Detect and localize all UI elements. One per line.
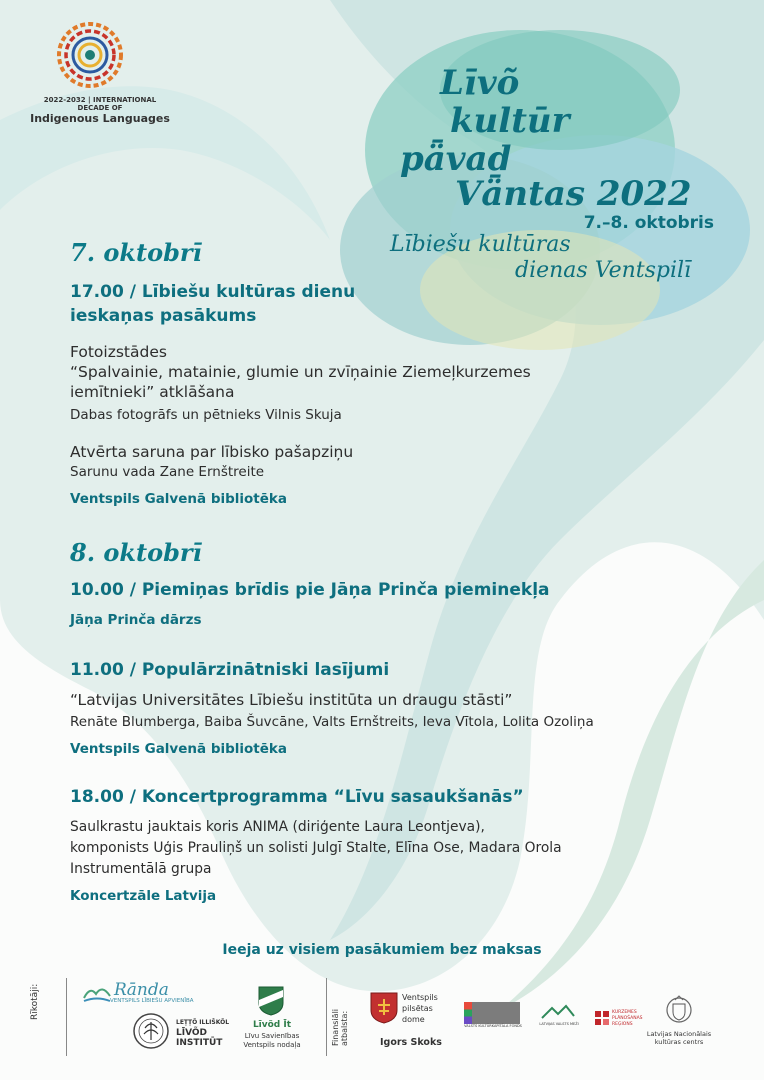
kpr-line2: PLĀNOŠANAS [612, 1016, 643, 1021]
day1-item1-line2: “Spalvainie, matainie, glumie un zvīņainie Ziemeļkurzemes [70, 363, 531, 381]
institut-line3: INSTITŪT [176, 1038, 223, 1048]
day1-heading: 7. oktobrī [70, 238, 202, 267]
festival-title-line2: kultūr [450, 101, 570, 141]
livu-line2: Ventspils nodaļa [243, 1041, 301, 1049]
lnkc-label [645, 1030, 713, 1046]
festival-title-line3: pǟvad [400, 139, 512, 179]
day2-event1-title-text: Piemiņas brīdis pie Jāņa Prinča pieminekļa [141, 580, 550, 600]
day2-event3-line2: komponists Uģis Prauliņš un solisti Julgī Stalte, Elīna Ose, Madara Orola [70, 840, 562, 856]
institut-label [176, 1018, 229, 1048]
livu-line1: Līvu Savienības [244, 1032, 300, 1040]
day1-event1-title [70, 280, 400, 328]
kpr-logo-icon [594, 1010, 610, 1026]
decade-label [30, 96, 170, 125]
festival-title-line4: Vǟntas 2022 [455, 174, 692, 214]
festival-subtitle-line2: dienas Ventspilī [515, 258, 692, 283]
decade-logo-icon [55, 20, 125, 90]
lvm-logo-icon [540, 1004, 576, 1020]
day1-item2-sub: Sarunu vada Zane Ernštreite [70, 464, 265, 480]
lvm-name: LATVIJAS VALSTS MEŽI [539, 1022, 579, 1026]
day2-event3-line1: Saulkrastu jauktais koris ANIMA (diriģente Laura Leontjeva), [70, 819, 485, 835]
day2-event1-venue: Jāņa Prinča dārzs [70, 612, 202, 628]
kpr-label [612, 1010, 643, 1028]
festival-subtitle-line1: Lībiešu kultūras [390, 232, 571, 257]
day2-event1-time: 10.00 / [70, 580, 136, 600]
ventspils-coat-of-arms-icon [370, 992, 398, 1024]
funders-divider [326, 978, 327, 1056]
day1-event1-time: 17.00 / [70, 282, 136, 302]
festival-dates: 7.–8. oktobris [583, 213, 714, 233]
day2-event2-title-text: Populārzinātniski lasījumi [141, 660, 390, 680]
vkkf-logo [464, 1002, 520, 1024]
day1-item1-line3: iemītnieki” atklāšana [70, 383, 235, 401]
kpr-line1: KURZEMES [612, 1010, 637, 1015]
lnkc-line2: kultūras centrs [654, 1038, 704, 1046]
day2-event3-lines [70, 817, 670, 880]
institut-line2: LĪVÕD [176, 1028, 208, 1038]
day1-venue: Ventspils Galvenā bibliotēka [70, 491, 287, 507]
day2-event1-title [70, 578, 550, 602]
ventspils-line3: dome [402, 1015, 425, 1024]
day2-event3-line3: Instrumentālā grupa [70, 861, 212, 877]
day2-heading: 8. oktobrī [70, 538, 202, 567]
day1-item1 [70, 342, 630, 402]
ventspils-label [402, 992, 438, 1025]
lnkc-coat-of-arms-icon [665, 994, 693, 1026]
day1-item1-sub: Dabas fotogrāfs un pētnieks Vilnis Skuja [70, 407, 342, 423]
organizers-label: Rīkotāji: [30, 983, 40, 1020]
day2-event3-title [70, 785, 524, 809]
festival-title-line1: Līvõ [440, 63, 520, 103]
randa-name: Rānda [114, 980, 169, 1000]
ventspils-line2: pilsētas [402, 1004, 433, 1013]
ventspils-line1: Ventspils [402, 993, 438, 1002]
day2-event3-venue: Koncertzāle Latvija [70, 888, 217, 904]
day2-event2-time: 11.00 / [70, 660, 136, 680]
decade-line2: Indigenous Languages [30, 112, 170, 125]
igors-skoks: Igors Skoks [380, 1037, 442, 1048]
organizers-divider [66, 978, 67, 1056]
day2-event2-title [70, 658, 389, 682]
day1-event1-title-line2: ieskaņas pasākums [70, 306, 257, 326]
institut-line1: LEṬṬÕ ILLIŠKÕL [176, 1019, 230, 1026]
free-entry-note: Ieeja uz visiem pasākumiem bez maksas [222, 942, 542, 958]
day1-event1-title-line1: Lībiešu kultūras dienu [141, 282, 356, 302]
decade-line1: 2022-2032 | INTERNATIONAL DECADE OF [43, 96, 157, 112]
livod-it-name: Līvõd Īt [252, 1020, 292, 1030]
day1-item2-text: Atvērta saruna par lībisko pašapziņu [70, 443, 354, 461]
lnkc-line1: Latvijas Nacionālais [646, 1030, 712, 1038]
funders-label: Finansiāli atbalsta: [331, 1008, 349, 1046]
festival-title [400, 63, 570, 179]
day2-event2-venue: Ventspils Galvenā bibliotēka [70, 741, 287, 757]
vkkf-name: VALSTS KULTŪRKAPITĀLA FONDS [464, 1024, 522, 1028]
randa-subtitle: VENTSPILS LĪBIEŠU APVIENĪBA [110, 998, 194, 1004]
livod-it-shield-icon [258, 986, 284, 1016]
vkkf-color-bar-icon [464, 1002, 472, 1024]
institut-seal-icon [132, 1012, 170, 1050]
kpr-line3: REĢIONS [612, 1022, 633, 1027]
day2-event2-sub: Renāte Blumberga, Baiba Šuvcāne, Valts Ernštreits, Ieva Vītola, Lolita Ozoliņa [70, 714, 594, 730]
livu-label [240, 1032, 304, 1050]
day2-event3-title-text: Koncertprogramma “Līvu sasaukšanās” [141, 787, 524, 807]
day2-event3-time: 18.00 / [70, 787, 136, 807]
day2-event2-text: “Latvijas Universitātes Lībiešu institūta un draugu stāsti” [70, 691, 513, 709]
day1-item1-line1: Fotoizstādes [70, 343, 167, 361]
randa-logo-icon [82, 982, 112, 1004]
